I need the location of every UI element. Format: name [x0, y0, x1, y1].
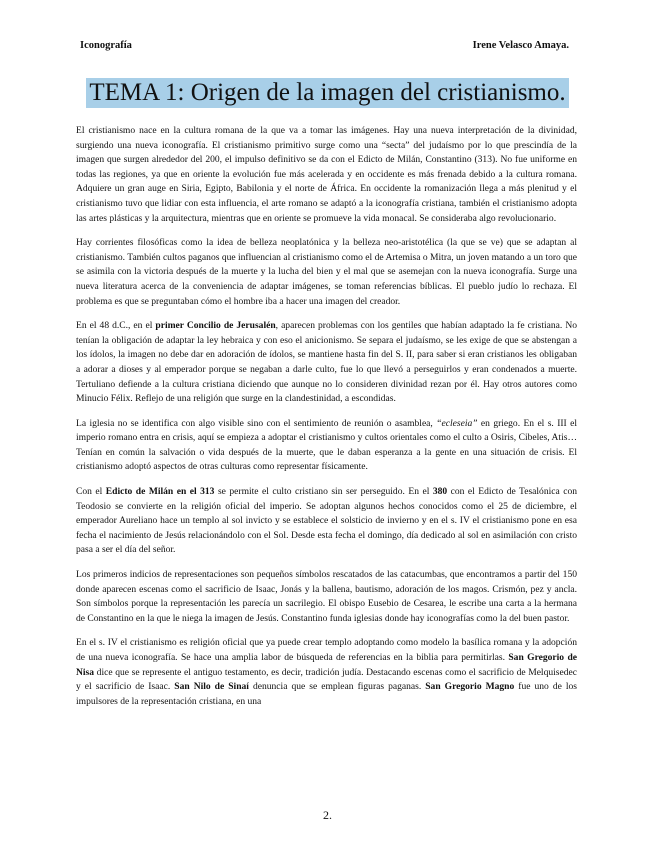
- text-run: En el s. IV el cristianismo es religión oficial que ya puede crear templo adoptando como modelo la basílica romana y la adopción de una nueva iconografía. Se hace una amplia labor de búsqueda de referencias en la biblia para permitirlas.: [76, 637, 577, 663]
- text-run: Con el: [76, 486, 106, 498]
- text-run: denuncia que se emplean figuras paganas.: [248, 681, 426, 693]
- bold-name-gregorio-nisa: San Gregorio de Nisa: [76, 652, 578, 678]
- document-body: [76, 124, 577, 719]
- paragraph-ecclesia: [76, 417, 577, 475]
- paragraph-jerusalem-council: [76, 319, 577, 407]
- page-title: TEMA 1: Origen de la imagen del cristianismo.: [86, 78, 568, 108]
- bold-term-edicto: Edicto de Milán en el 313: [105, 486, 215, 498]
- text-run: se permite el culto cristiano sin ser perseguido. En el: [214, 486, 433, 498]
- bold-term-380: 380: [432, 486, 448, 498]
- bold-name-nilo-sinai: San Nilo de Sinaí: [174, 681, 249, 693]
- header-author: Irene Velasco Amaya.: [472, 40, 569, 51]
- title-container: [0, 78, 655, 108]
- italic-term-ecleseia: “ecleseia”: [436, 417, 478, 429]
- paragraph-fourth-century: [76, 636, 577, 709]
- paragraph-origins: El cristianismo nace en la cultura romana de la que va a tomar las imágenes. Hay una nueva interpretación de la divinidad, surgiendo una nueva iconografía. El cristianismo primitivo surge como una “secta” del judaísmo por lo que prescindía de la imagen que surgen alrededor del 200, el impulso definitivo se da con el Edicto de Milán, Constantino (313). No fue uniforme en todas las regiones, ya que en oriente la evolución fue más acelerada y en occidente es más frenada debido a la cultura romana. Adquiere un gran auge en Siria, Egipto, Babilonia y el norte de África. En occidente la romanización llega a más plenitud y el cristianismo tuvo que lidiar con esta influencia, el arte romano se adaptó a la iconografía cristiana, también el cristianismo adopta las artes plásticas y la arquitectura, mientras que en oriente se promueve la vida monacal. Se consideraba algo revolucionario.: [76, 125, 577, 224]
- page-header: [80, 40, 569, 51]
- text-run: dice que se represente el antiguo testamento, es decir, tradición judía. Destacando escenas como el sacrificio de Melquisedec y el sacrificio de Isaac.: [76, 666, 577, 693]
- text-run: La iglesia no se identifica con algo visible sino con el sentimiento de reunión o asamblea,: [76, 417, 437, 429]
- text-run: En el 48 d.C., en el: [76, 320, 156, 332]
- paragraph-catacombs: Los primeros indicios de representaciones son pequeños símbolos rescatados de las catacumbas, que encontramos a partir del 150 donde aparecen escenas como el sacrificio de Isaac, Jonás y la ballena, bautismo, adoración de los magos. Crismón, pez y ancla. Son símbolos porque la representación les parecía un sacrilegio. El obispo Eusebio de Cesarea, le escribe una carta a la hermana de Constantino en la que le niega la imagen de Jesús. Constantino funda iglesias donde hay iconografías como la del buen pastor.: [76, 569, 577, 624]
- text-run: fue uno de los impulsores de la representación cristiana, en una: [76, 681, 577, 707]
- paragraph-edict-milan: [76, 485, 577, 558]
- text-run: con el Edicto de Tesalónica con Teodosio se convierte en la religión oficial del imperio. Se adoptan algunos hechos conocidos como el 25 de diciembre, el emperador Aureliano hace un templo al sol invicto y se establece el solsticio de invierno y en el s. IV el cristianismo pone en esa fecha el nacimiento de Jesús relacionándolo con el Sol. Desde esta fecha el domingo, día dedicado al sol en asimilación con cristo pasa a ser el día del señor.: [76, 486, 578, 556]
- page-number: 2.: [323, 808, 332, 822]
- paragraph-philosophy: Hay corrientes filosóficas como la idea de belleza neoplatónica y la belleza neo-aristotélica (la que se ve) que se adaptan al cristianismo. También cultos paganos que influencian al cristianismo como el de Artemisa o Mitra, un joven matando a un toro que se asimila con la victoria después de la muerte y la lucha del bien y el mal que se asemejan con la nueva iconografía. Surge una nueva literatura acerca de la conveniencia de adaptar imágenes, se toman referencias bíblicas. El pueblo judío lo rechaza. El problema es que se preguntaban cómo el hombre iba a hacer una imagen del creador.: [76, 237, 577, 307]
- bold-term-concilio: primer Concilio de Jerusalén: [155, 320, 276, 332]
- text-run: en griego. En el s. III el imperio romano entra en crisis, aquí se empieza a adoptar el cristianismo y cultos orientales como el culto a Osiris, Cibeles, Atis… Tenían en común la salvación o vida después de la muerte, que le daban esperanza a la gente en una situación de crisis. El cristianismo adoptó aspectos de otras culturas como representar físicamente.: [76, 417, 577, 473]
- bold-name-gregorio-magno: San Gregorio Magno: [425, 681, 515, 693]
- header-subject: Iconografía: [80, 40, 132, 51]
- text-run: , aparecen problemas con los gentiles que habían adaptado la fe cristiana. No tenían la obligación de adaptar la ley hebraica y con eso el anicionismo. Se separa el judaísmo, se les exige de que se abstengan a los ídolos, la imagen no debe dar en adoración de ídolos, se mantiene hasta fin del S. II, para saber si eran cristianos les obligaban a adorar a dioses y al emperador porque se negaban a darle culto, fue lo que llevó a perseguirlos y eran condenados a muerte. Tertuliano defiende a la cultura cristiana diciendo que aunque no lo consideren divinidad rezan por él. Hay otros autores como Minucio Félix. Reflejo de una religión que surge en la clandestinidad, a escondidas.: [76, 320, 577, 405]
